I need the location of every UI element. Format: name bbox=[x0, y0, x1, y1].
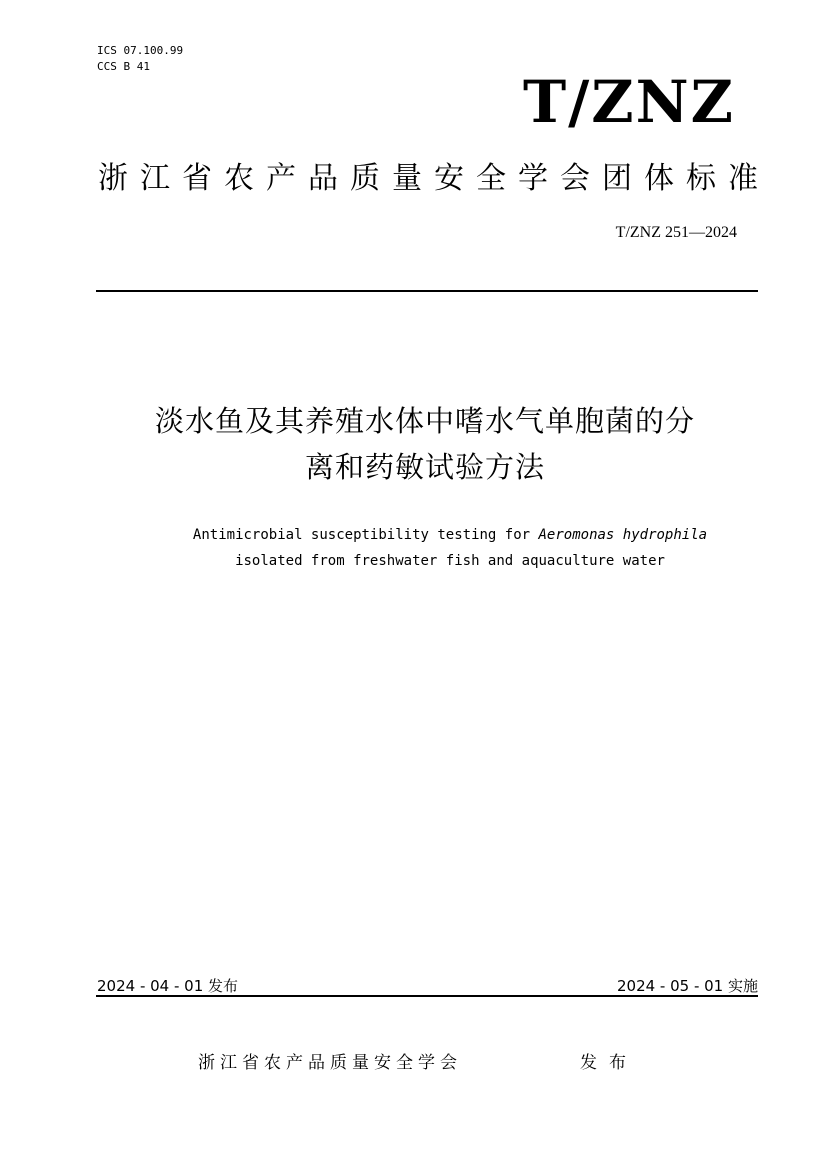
title-cn-line-1: 淡水鱼及其养殖水体中嗜水气单胞菌的分 bbox=[154, 404, 695, 438]
issuer-name: 浙江省农产品质量安全学会 bbox=[198, 1053, 462, 1073]
standard-logo: T/ZNZ bbox=[522, 68, 735, 136]
title-cn-line-2: 离和药敏试验方法 bbox=[304, 450, 545, 484]
classification-codes bbox=[97, 43, 183, 75]
title-en-prefix: Antimicrobial susceptibility testing for bbox=[192, 527, 539, 543]
top-divider bbox=[96, 290, 758, 292]
implement-date: 2024 - 05 - 01 实施 bbox=[616, 977, 758, 995]
ccs-code: CCS B 41 bbox=[97, 60, 150, 73]
species-name: Aeromonas hydrophila bbox=[538, 527, 708, 543]
org-standard-title: 浙江省农产品质量安全学会团体标准 bbox=[98, 161, 770, 196]
document-title-cn bbox=[60, 398, 790, 490]
bottom-divider bbox=[96, 995, 758, 997]
publish-date: 2024 - 04 - 01 发布 bbox=[97, 977, 239, 995]
title-en-line-2: isolated from freshwater fish and aquaculture water bbox=[235, 553, 665, 569]
document-title-en bbox=[100, 522, 800, 574]
issue-word: 发布 bbox=[580, 1053, 638, 1073]
standard-number: T/ZNZ 251—2024 bbox=[615, 224, 737, 241]
title-en-line-1 bbox=[100, 522, 800, 548]
ics-code: ICS 07.100.99 bbox=[97, 44, 184, 57]
